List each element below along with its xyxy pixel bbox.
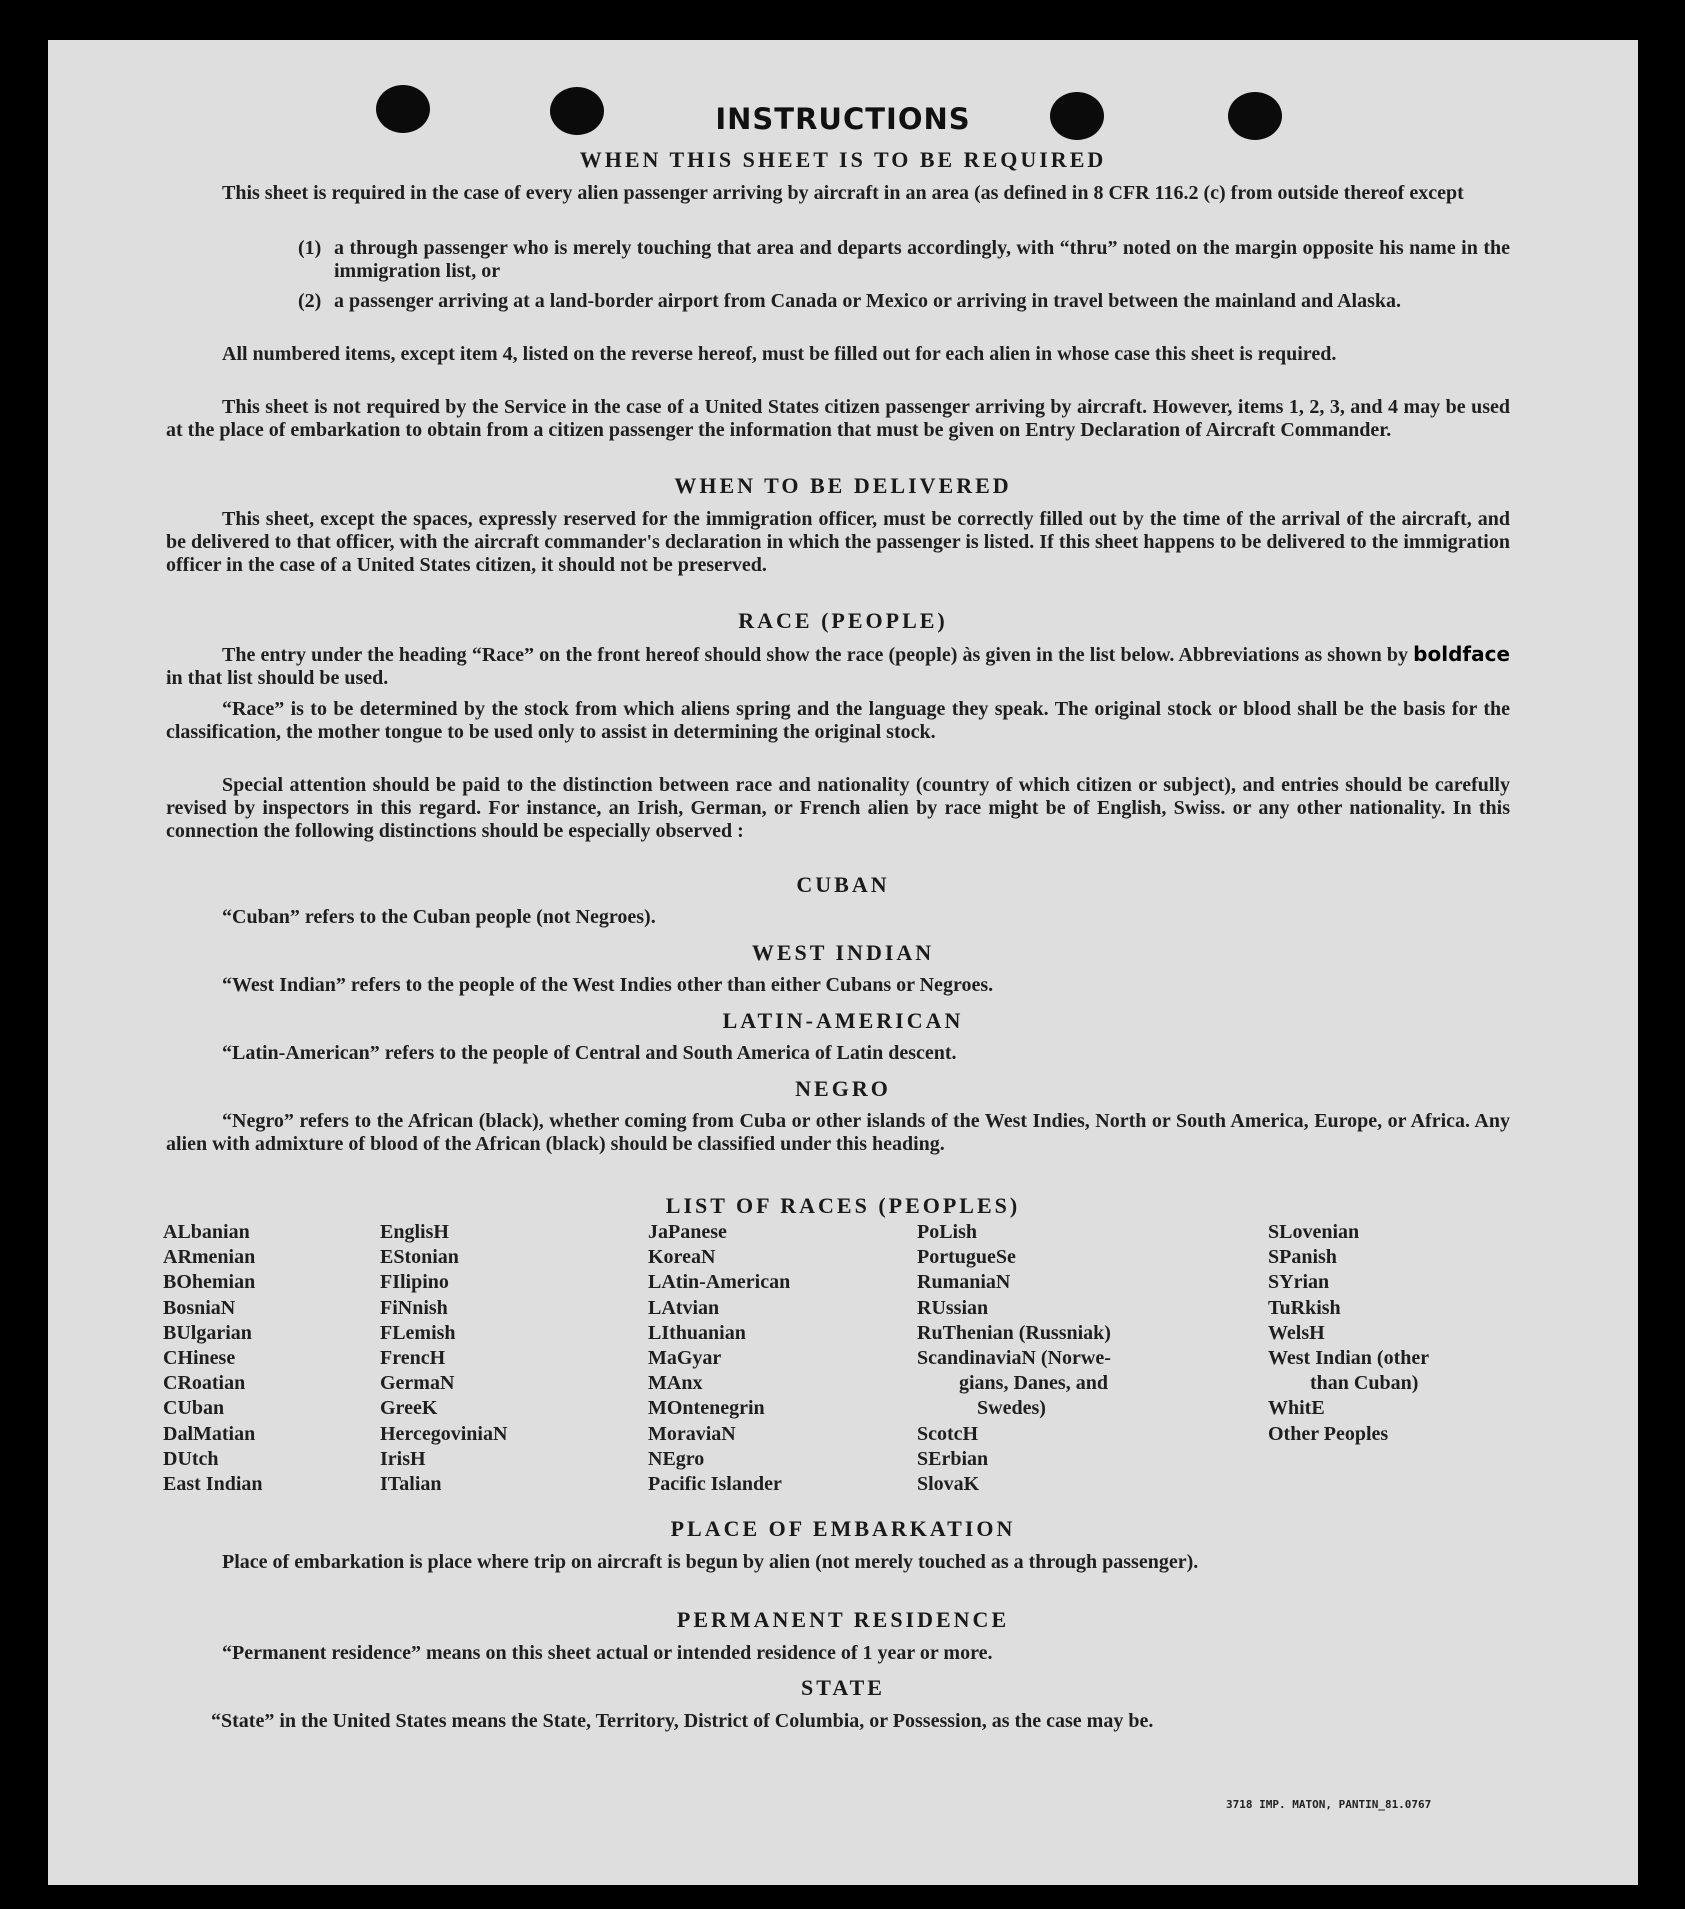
race-column-5 <box>1268 1220 1429 1447</box>
definition-text: “West Indian” refers to the people of the West Indies other than either Cubans or Negroes. <box>222 974 994 996</box>
section-race-p2 <box>166 698 1510 744</box>
race-entry: Other Peoples <box>1268 1422 1389 1445</box>
section-required-p2 <box>166 343 1510 366</box>
race-entry: ALbanian <box>163 1221 250 1243</box>
item-text: a passenger arriving at a land-border airport from Canada or Mexico or arriving in travel between the mainland and Alaska. <box>334 290 1402 312</box>
section-heading-delivered: WHEN TO BE DELIVERED <box>674 473 1012 498</box>
definition-text: Place of embarkation is place where trip on aircraft is begun by alien (not merely touched as a through passenger). <box>222 1551 1199 1573</box>
document-sheet <box>48 40 1638 1885</box>
definition-text: “Negro” refers to the African (black), whether coming from Cuba or other islands of the West Indies, North or South America, Europe, or Africa. Any alien with admixture of blood of the African (black) should be classified under this heading. <box>166 1110 1510 1155</box>
embarkation-definition <box>166 1551 1510 1574</box>
race-entry: GermaN <box>380 1372 455 1395</box>
section-race-p1 <box>166 643 1510 690</box>
race-entry: DUtch <box>163 1447 219 1470</box>
heading-negro: NEGRO <box>795 1076 891 1101</box>
race-entry: SPanish <box>1268 1246 1337 1269</box>
race-entry: EnglisH <box>380 1221 449 1243</box>
race-entry: Swedes) <box>977 1397 1046 1420</box>
west-indian-definition <box>166 974 1510 997</box>
section-delivered-p1 <box>166 508 1510 577</box>
race-entry: RUssian <box>917 1296 989 1319</box>
race-entry: LIthuanian <box>648 1321 746 1344</box>
definition-text: “Permanent residence” means on this sheet actual or intended residence of 1 year or more. <box>222 1642 993 1664</box>
race-entry: BUlgarian <box>163 1321 252 1344</box>
page-title: INSTRUCTIONS <box>715 102 971 136</box>
race-entry: CRoatian <box>163 1372 246 1395</box>
race-entry: Pacific Islander <box>648 1473 782 1496</box>
race-entry: JaPanese <box>648 1221 727 1243</box>
heading-latin-american: LATIN-AMERICAN <box>722 1008 964 1033</box>
paragraph-text: The entry under the heading “Race” on the front hereof should show the race (people) às given in the list below. Abbreviations as shown by <box>222 644 1408 666</box>
paragraph-text: Special attention should be paid to the distinction between race and nationality (country of which citizen or subject), and entries should be carefully revised by inspectors in this regard. For instance, an Irish, German, or French alien by race might be of English, Swiss. or any other nationality. In this connection the following distinctions should be especially observed : <box>166 774 1510 842</box>
race-entry: FiNnish <box>380 1296 448 1319</box>
race-entry: SYrian <box>1268 1271 1330 1294</box>
race-entry: RumaniaN <box>917 1271 1011 1294</box>
heading-cuban: CUBAN <box>796 872 890 897</box>
intro-text: This sheet is required in the case of every alien passenger arriving by aircraft in an area (as defined in 8 CFR 116.2 (c) from outside thereof except <box>222 182 1464 204</box>
race-entry: LAtvian <box>648 1296 720 1319</box>
latin-american-definition <box>166 1042 1510 1065</box>
race-entry: SErbian <box>917 1447 989 1470</box>
race-entry: West Indian (other <box>1268 1347 1430 1370</box>
exception-item-1 <box>298 237 1510 283</box>
heading-west-indian: WEST INDIAN <box>751 940 935 965</box>
race-entry: MOntenegrin <box>648 1397 765 1420</box>
section-heading-race: RACE (PEOPLE) <box>738 608 948 633</box>
race-entry: ARmenian <box>163 1246 256 1269</box>
heading-place-of-embarkation: PLACE OF EMBARKATION <box>670 1516 1016 1541</box>
race-entry: MoraviaN <box>648 1422 736 1445</box>
definition-text: “Latin-American” refers to the people of Central and South America of Latin descent. <box>222 1042 957 1064</box>
race-entry: BOhemian <box>163 1271 256 1294</box>
race-entry: EStonian <box>380 1246 459 1269</box>
race-entry: FLemish <box>380 1321 456 1344</box>
race-entry: BosniaN <box>163 1296 236 1319</box>
race-entry: NEgro <box>648 1447 705 1470</box>
cuban-definition <box>166 906 1510 929</box>
race-entry: TuRkish <box>1268 1296 1341 1319</box>
paragraph-text: This sheet is not required by the Service in the case of a United States citizen passenger arriving by aircraft. However, items 1, 2, 3, and 4 may be used at the place of embarkation to obtain from a citizen passenger the information that must be given on Entry Declaration of Aircraft Commander. <box>166 396 1510 441</box>
race-entry: gians, Danes, and <box>959 1372 1108 1395</box>
race-entry: LAtin-American <box>648 1271 791 1294</box>
race-entry: PortugueSe <box>917 1246 1016 1269</box>
race-entry: FIlipino <box>380 1271 449 1294</box>
heading-permanent-residence: PERMANENT RESIDENCE <box>676 1607 1010 1632</box>
race-entry: CUban <box>163 1397 225 1420</box>
definition-text: “Cuban” refers to the Cuban people (not Negroes). <box>222 906 656 928</box>
race-column-2 <box>380 1220 507 1497</box>
race-entry: WhitE <box>1268 1397 1325 1420</box>
section-required-p3 <box>166 396 1510 442</box>
section-heading-required: WHEN THIS SHEET IS TO BE REQUIRED <box>579 147 1107 172</box>
race-entry: MaGyar <box>648 1347 722 1370</box>
race-entry: SlovaK <box>917 1473 980 1496</box>
race-entry: IrisH <box>380 1447 426 1470</box>
race-entry: RuThenian (Russniak) <box>917 1321 1111 1344</box>
race-entry: SLovenian <box>1268 1221 1360 1243</box>
exception-item-2 <box>298 290 1510 313</box>
race-entry: CHinese <box>163 1347 236 1370</box>
printer-imprint: 3718 IMP. MATON, PANTIN_81.0767 <box>1226 1798 1432 1811</box>
paragraph-text: “Race” is to be determined by the stock from which aliens spring and the language they speak. The original stock or blood shall be the basis for the classification, the mother tongue to be used only to assist in determining the original stock. <box>166 698 1510 743</box>
negro-definition <box>166 1110 1510 1156</box>
race-entry: ScandinaviaN (Norwe- <box>917 1347 1111 1370</box>
race-entry: ITalian <box>380 1473 442 1496</box>
race-entry: than Cuban) <box>1310 1372 1419 1395</box>
race-entry: FrencH <box>380 1347 446 1370</box>
section-required-intro <box>166 182 1510 205</box>
heading-state: STATE <box>801 1675 885 1700</box>
race-column-4 <box>917 1220 1111 1497</box>
residence-definition <box>166 1642 1510 1665</box>
race-column-3 <box>648 1220 790 1497</box>
race-entry: East Indian <box>163 1473 263 1496</box>
race-entry: KoreaN <box>648 1246 716 1269</box>
race-entry: GreeK <box>380 1397 438 1420</box>
definition-text: “State” in the United States means the State, Territory, District of Columbia, or Possession, as the case may be. <box>211 1710 1154 1732</box>
paragraph-text: All numbered items, except item 4, listed on the reverse hereof, must be filled out for each alien in whose case this sheet is required. <box>222 343 1337 365</box>
heading-list-of-races: LIST OF RACES (PEOPLES) <box>665 1193 1021 1218</box>
race-entry: HercegoviniaN <box>380 1422 508 1445</box>
item-number: (1) <box>298 237 322 259</box>
boldface-sample: boldface <box>1413 642 1511 666</box>
paragraph-text: in that list should be used. <box>166 667 389 689</box>
item-number: (2) <box>298 290 322 312</box>
race-entry: PoLish <box>917 1221 978 1243</box>
race-entry: ScotcH <box>917 1422 979 1445</box>
race-entry: MAnx <box>648 1372 703 1395</box>
state-definition <box>166 1710 1510 1733</box>
item-text: a through passenger who is merely touching that area and departs accordingly, with “thru” noted on the margin opposite his name in the immigration list, or <box>334 237 1510 282</box>
race-entry: DalMatian <box>163 1422 256 1445</box>
section-race-p3 <box>166 774 1510 843</box>
race-column-1 <box>163 1220 263 1497</box>
race-entry: WelsH <box>1268 1321 1325 1344</box>
paragraph-text: This sheet, except the spaces, expressly reserved for the immigration officer, must be correctly filled out by the time of the arrival of the aircraft, and be delivered to that officer, with the aircraft commander's declaration in which the passenger is listed. If this sheet happens to be delivered to the immigration officer in the case of a United States citizen, it should not be preserved. <box>166 508 1510 576</box>
